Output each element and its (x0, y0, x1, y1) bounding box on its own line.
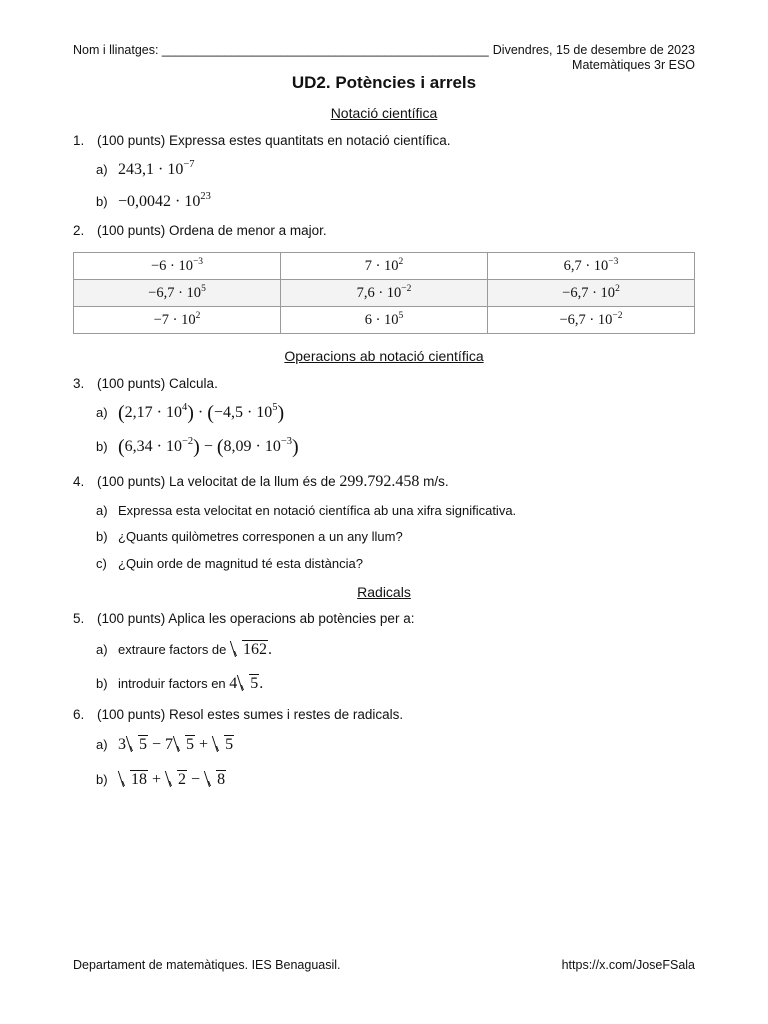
table-cell: $-6,7 \cdot 10^5$ (74, 280, 281, 307)
question-4b (96, 529, 403, 544)
question-number: 2. (73, 223, 85, 238)
section-heading-scientific-notation: Notació científica (330, 105, 438, 121)
question-number: 6. (73, 707, 85, 722)
square-root: 5 (213, 735, 234, 754)
section-heading-radicals: Radicals (357, 584, 411, 600)
table-cell: $6,7 \cdot 10^{-3}$ (488, 253, 695, 280)
course-label: Matemàtiques 3r ESO (572, 58, 695, 72)
question-text: (100 punts) Expressa estes quantitats en notació científica. (97, 133, 451, 148)
question-3 (73, 376, 218, 391)
math-exponent: 23 (200, 191, 211, 202)
speed-unit: m/s. (419, 474, 449, 489)
question-5b: b) introduir factors en 4 5. (96, 675, 264, 692)
table-cell: $-6 \cdot 10^{-3}$ (74, 253, 281, 280)
question-number: 3. (73, 376, 85, 391)
question-text: (100 punts) Calcula. (97, 376, 218, 391)
question-number: 4. (73, 474, 85, 489)
question-text: (100 punts) Ordena de menor a major. (97, 223, 327, 238)
table-cell: $-6,7 \cdot 10^2$ (488, 280, 695, 307)
table-row (74, 280, 695, 307)
question-text: (100 punts) Resol estes sumes i restes de radicals. (97, 707, 404, 722)
exam-date: Divendres, 15 de desembre de 2023 (492, 43, 695, 57)
table-cell: $7,6 \cdot 10^{-2}$ (281, 280, 488, 307)
question-1 (73, 133, 450, 148)
question-5 (73, 611, 414, 626)
question-6b: b) 18 + 2 − 8 (96, 771, 226, 788)
name-line: Nom i llinatges: _______________________________________________ (73, 43, 489, 57)
question-text: (100 punts) La velocitat de la llum és de (97, 474, 340, 489)
item-label: c) (96, 556, 107, 571)
square-root: 5 (127, 735, 148, 754)
question-1b (96, 193, 211, 211)
question-3b: b) $(6,34 \cdot 10^{-2}) - (8,09 \cdot 10^{-3})$ (96, 436, 299, 458)
question-4 (73, 473, 449, 491)
table-row (74, 253, 695, 280)
question-number: 5. (73, 611, 85, 626)
question-1a (96, 161, 195, 179)
ordering-table (73, 252, 695, 334)
item-text: ¿Quin orde de magnitud té esta distància? (118, 556, 363, 571)
table-cell: $-6,7 \cdot 10^{-2}$ (488, 307, 695, 334)
item-label: a) (96, 737, 108, 752)
question-number: 1. (73, 133, 85, 148)
footer-link[interactable]: https://x.com/JoseFSala (561, 958, 695, 972)
item-label: a) (96, 405, 108, 420)
square-root: 18 (119, 770, 148, 789)
speed-of-light-value: 299.792.458 (339, 473, 420, 490)
section-heading-operations: Operacions ab notació científica (284, 348, 484, 364)
square-root: 5 (174, 735, 195, 754)
math-base: 243,1 · 10 (118, 161, 184, 178)
question-4c (96, 556, 363, 571)
item-label: b) (96, 676, 108, 691)
item-text: ¿Quants quilòmetres corresponen a un any llum? (118, 529, 403, 544)
question-5a: a) extraure factors de 162. (96, 641, 272, 658)
item-text: introduir factors en (118, 676, 230, 691)
item-text: Expressa esta velocitat en notació científica ab una xifra significativa. (118, 503, 517, 518)
question-3a: a) $(2,17 \cdot 10^4) \cdot (-4,5 \cdot 10^5)$ (96, 402, 285, 424)
math-exponent: −7 (183, 159, 195, 170)
question-4a (96, 503, 516, 518)
item-label: a) (96, 642, 108, 657)
question-6a: a) 3 5 − 7 5 + 5 (96, 736, 234, 753)
item-label: a) (96, 503, 108, 518)
footer-department: Departament de matemàtiques. IES Benaguasil. (73, 958, 341, 972)
math-base: −0,0042 · 10 (118, 193, 201, 210)
item-text: extraure factors de (118, 642, 230, 657)
item-label: b) (96, 439, 108, 454)
question-text: (100 punts) Aplica les operacions ab potències per a: (97, 611, 415, 626)
page-title: UD2. Potències i arrels (291, 73, 477, 92)
table-row (74, 307, 695, 334)
question-2 (73, 223, 327, 238)
question-6 (73, 707, 403, 722)
item-label: b) (96, 194, 108, 209)
table-cell: $6 \cdot 10^5$ (281, 307, 488, 334)
item-label: b) (96, 772, 108, 787)
table-cell: $-7 \cdot 10^2$ (74, 307, 281, 334)
square-root: 162 (231, 640, 268, 659)
item-label: b) (96, 529, 108, 544)
square-root: 8 (205, 770, 226, 789)
square-root: 2 (166, 770, 187, 789)
square-root: 5 (238, 674, 259, 693)
item-label: a) (96, 162, 108, 177)
table-cell: $7 \cdot 10^2$ (281, 253, 488, 280)
